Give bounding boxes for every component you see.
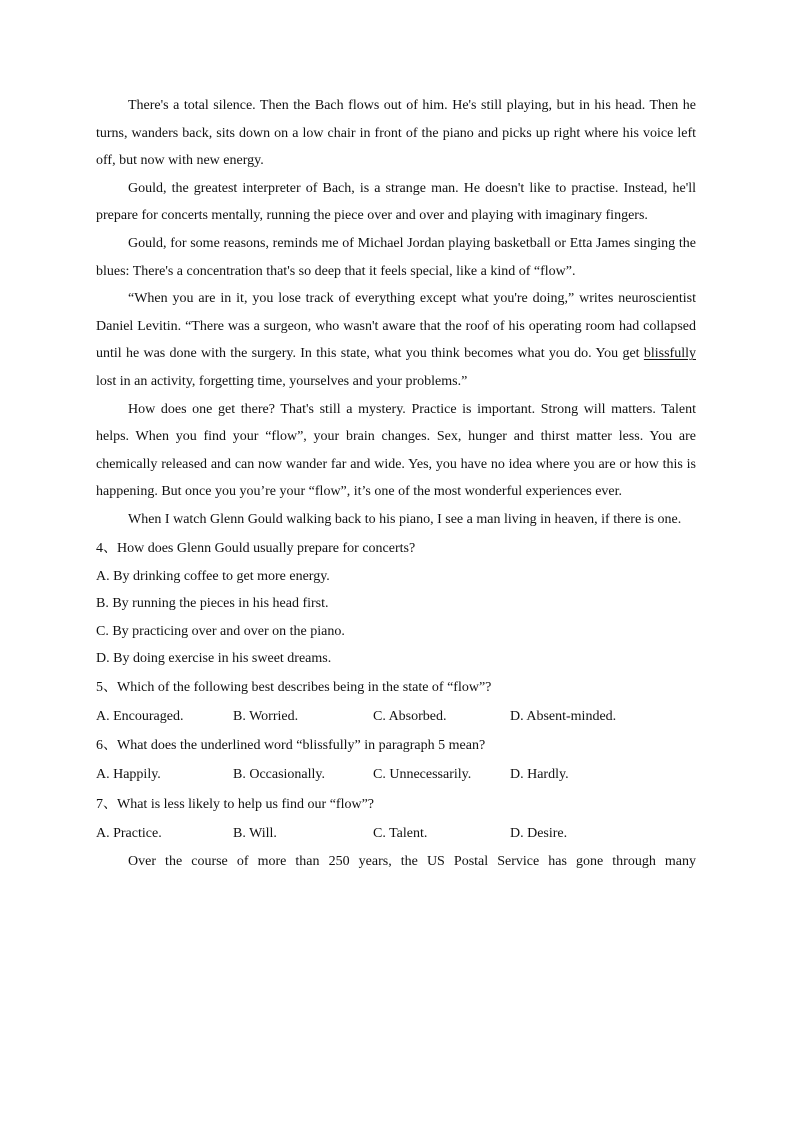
question-6-option-c: C. Unnecessarily. [373,767,472,783]
question-6-options [96,760,696,790]
question-7-option-c: C. Talent. [373,825,428,841]
question-7 [96,790,696,849]
question-5-option-d: D. Absent-minded. [510,708,617,724]
paragraph-4-before: “When you are in it, you lose track of everything except what you're doing,” writes neuroscientist Daniel Levitin. “There was a surgeon, who wasn't aware that the roof of his operating room had collapsed until he was done with the surgery. In this state, what you think becomes what you do. You get [96,291,696,362]
question-5-option-a: A. Encouraged. [96,708,184,724]
question-4 [96,534,696,673]
underlined-word: blissfully [643,346,696,362]
question-7-option-b: B. Will. [233,825,277,841]
question-5-option-c: C. Absorbed. [373,708,447,724]
next-passage-start: Over the course of more than 250 years, the US Postal Service has gone through many [128,854,696,870]
question-4-option-a: A. By drinking coffee to get more energy. [96,568,330,584]
paragraph-3: Gould, for some reasons, reminds me of Michael Jordan playing basketball or Etta James singing the blues: There's a concentration that's so deep that it feels special, like a kind of “flow”. [96,235,696,279]
question-6 [96,731,696,790]
question-5-option-b: B. Worried. [233,708,299,724]
paragraph-4-after: lost in an activity, forgetting time, yourselves and your problems.” [96,373,468,389]
question-6-stem: 6、What does the underlined word “blissfully” in paragraph 5 mean? [96,738,486,754]
question-5 [96,673,696,732]
question-7-options [96,819,696,849]
question-4-option-c: C. By practicing over and over on the piano. [96,623,345,639]
question-6-option-b: B. Occasionally. [233,767,326,783]
question-7-option-a: A. Practice. [96,825,162,841]
question-5-stem: 5、Which of the following best describes being in the state of “flow”? [96,679,492,695]
question-4-option-b: B. By running the pieces in his head first. [96,596,329,612]
paragraph-5: How does one get there? That's still a mystery. Practice is important. Strong will matters. Talent helps. When you find your “flow”, your brain changes. Sex, hunger and thirst matter less. You are chemically released and can now wander far and wide. Yes, you have no idea where you are or how this is happening. But once you you’re your “flow”, it’s one of the most wonderful experiences ever. [96,401,696,500]
passage-content [96,92,696,876]
paragraph-4 [96,285,696,395]
question-7-stem: 7、What is less likely to help us find our “flow”? [96,796,374,812]
question-5-options [96,702,696,732]
paragraph-2: Gould, the greatest interpreter of Bach, is a strange man. He doesn't like to practise. Instead, he'll prepare for concerts mentally, running the piece over and over and playing with imaginary fingers. [96,180,696,224]
question-7-option-d: D. Desire. [510,825,568,841]
question-4-option-d: D. By doing exercise in his sweet dreams. [96,651,332,667]
paragraph-6: When I watch Glenn Gould walking back to his piano, I see a man living in heaven, if there is one. [128,511,682,527]
question-6-option-a: A. Happily. [96,767,161,783]
question-4-stem: 4、How does Glenn Gould usually prepare for concerts? [96,540,416,556]
question-6-option-d: D. Hardly. [510,767,569,783]
paragraph-1: There's a total silence. Then the Bach flows out of him. He's still playing, but in his head. Then he turns, wanders back, sits down on a low chair in front of the piano and picks up right where his voice left off, but now with new energy. [96,98,696,169]
